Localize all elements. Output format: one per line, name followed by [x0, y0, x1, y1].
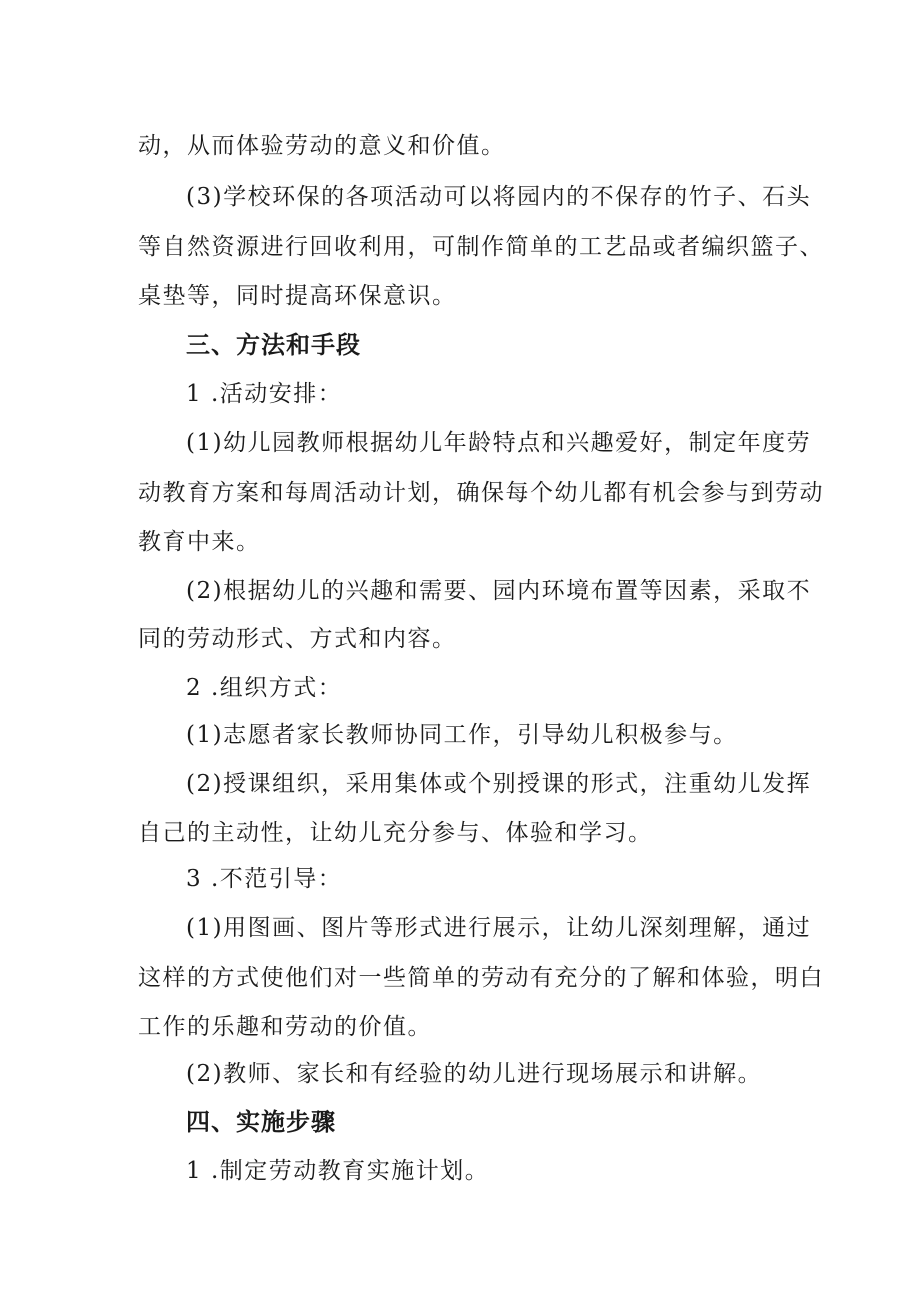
paragraph-line: (1)志愿者家长教师协同工作，引导幼儿积极参与。 — [186, 722, 738, 748]
paragraph-line: 教育中来。 — [138, 529, 261, 555]
paragraph-line: 这样的方式使他们对一些简单的劳动有充分的了解和体验，明白 — [138, 965, 824, 991]
section-heading: 三、方法和手段 — [186, 331, 361, 359]
subsection-heading: 1 .活动安排： — [186, 381, 343, 407]
paragraph-line: 工作的乐趣和劳动的价值。 — [138, 1014, 432, 1040]
paragraph-line: (3)学校环保的各项活动可以将园内的不保存的竹子、石头 — [186, 184, 812, 210]
paragraph-line: (1)用图画、图片等形式进行展示，让幼儿深刻理解，通过 — [186, 915, 812, 941]
paragraph-line: (1)幼儿园教师根据幼儿年龄特点和兴趣爱好，制定年度劳 — [186, 430, 812, 456]
paragraph-line: 自己的主动性，让幼儿充分参与、体验和学习。 — [138, 820, 653, 846]
paragraph-line: (2)教师、家长和有经验的幼儿进行现场展示和讲解。 — [186, 1061, 763, 1087]
paragraph-line: 动教育方案和每周活动计划，确保每个幼儿都有机会参与到劳动 — [138, 480, 824, 506]
paragraph-line: (2)根据幼儿的兴趣和需要、园内环境布置等因素，采取不 — [186, 578, 812, 604]
section-heading: 四、实施步骤 — [186, 1108, 336, 1136]
paragraph-line: 动，从而体验劳动的意义和价值。 — [138, 133, 506, 159]
paragraph-line: 同的劳动形式、方式和内容。 — [138, 626, 457, 652]
paragraph-line: 等自然资源进行回收利用，可制作简单的工艺品或者编织篮子、 — [138, 234, 824, 260]
subsection-heading: 1 .制定劳动教育实施计划。 — [186, 1158, 490, 1184]
subsection-heading: 2 .组织方式： — [186, 675, 343, 701]
paragraph-line: 桌垫等，同时提高环保意识。 — [138, 283, 457, 309]
subsection-heading: 3 .不范引导： — [186, 866, 343, 892]
paragraph-line: (2)授课组织，采用集体或个别授课的形式，注重幼儿发挥 — [186, 771, 812, 797]
